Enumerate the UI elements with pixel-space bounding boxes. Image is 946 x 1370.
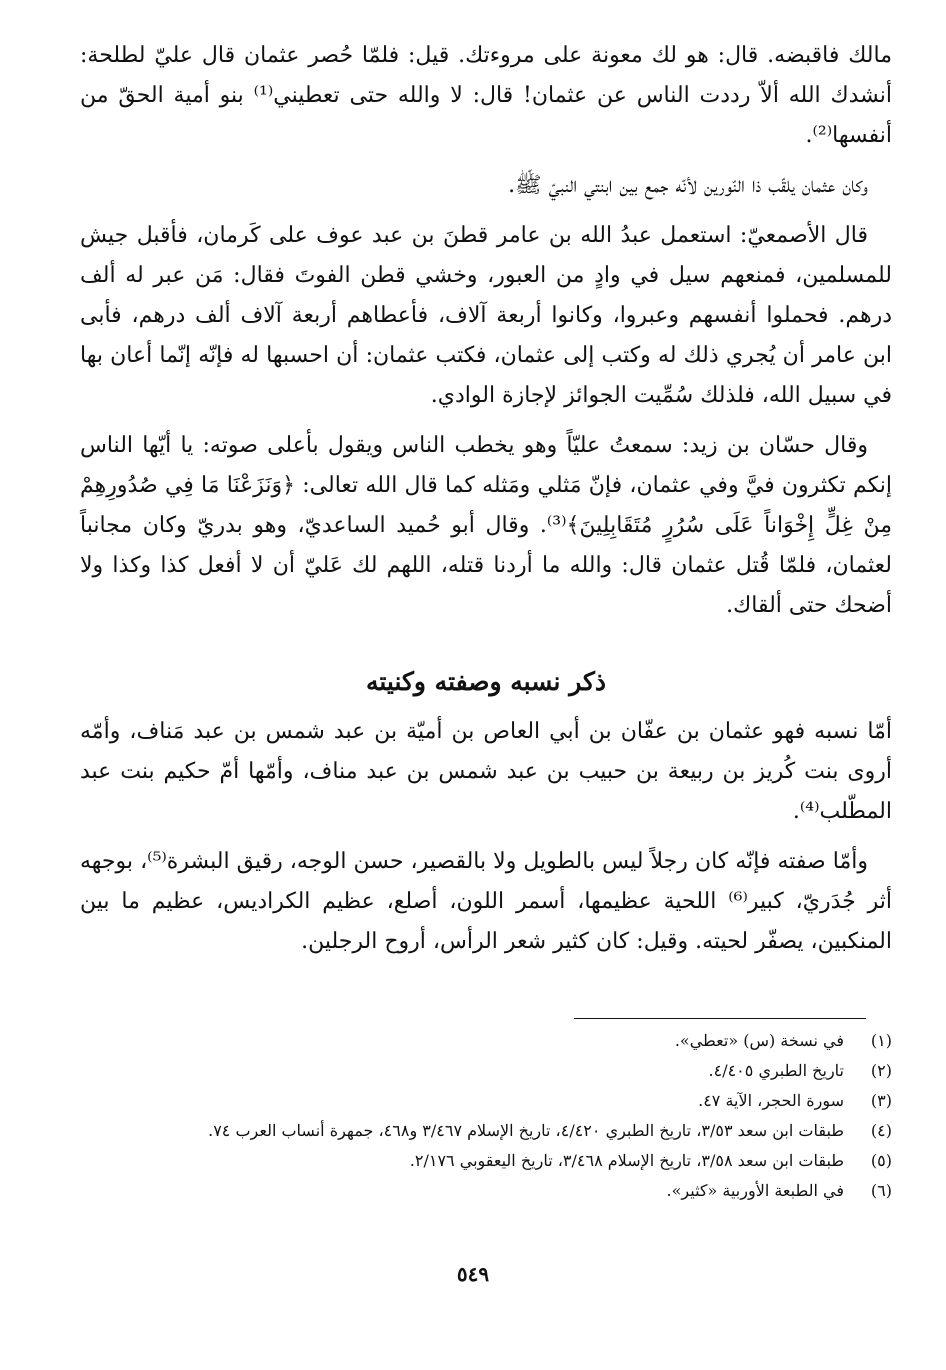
footnote-text: تاريخ الطبري ٤/٤٠٥. xyxy=(708,1061,844,1080)
footnote xyxy=(80,1116,892,1146)
footnote-number: (٥) xyxy=(870,1151,892,1170)
footnote-text: في نسخة (س) «تعطي». xyxy=(674,1031,844,1050)
footnote xyxy=(80,1176,892,1206)
footnote-text: في الطبعة الأوربية «كثير». xyxy=(666,1181,844,1200)
footnote-number: (٢) xyxy=(870,1061,892,1080)
footnote-number: (٤) xyxy=(870,1121,892,1140)
footnote-text: طبقات ابن سعد ٣/٥٣، تاريخ الطبري ٤/٤٢٠، تاريخ الإسلام ٣/٤٦٧ و٤٦٨، جمهرة أنساب العرب ٧٤. xyxy=(208,1121,844,1140)
paragraph: وكان عثمان يلقّب ذا النّورين لأنّه جمع بين ابنتي النبيّ ﷺ. xyxy=(508,173,868,198)
page-number: ٥٤٩ xyxy=(456,1262,490,1286)
paragraph: قال الأصمعيّ: استعمل عبدُ الله بن عامر قطنَ بن عبد عوف على كَرمان، فأقبل جيش للمسلمين، فمنعهم سيل في وادٍ من العبور، وخشي قطن الفوتَ فقال: مَن عبر له ألف درهم. فحملوا أنفسهم وعبروا، وكانوا أربعة آلاف، فأعطاهم أربعة آلاف ألف درهم، فأبى ابن عامر أن يُجري ذلك له وكتب إلى عثمان، فكتب عثمان: أن احسبها له فإنّه إنّما أعان بها في سبيل الله، فلذلك سُمِّيت الجوائز لإجازة الوادي. xyxy=(80,223,892,408)
footnote-number: (١) xyxy=(870,1031,892,1050)
footnote xyxy=(80,1026,892,1056)
footnote xyxy=(80,1056,892,1086)
footnote-divider xyxy=(574,1018,866,1019)
section-heading: ذكر نسبه وصفته وكنيته xyxy=(365,667,607,696)
paragraph: وأمّا صفته فإنّه كان رجلاً ليس بالطويل ولا بالقصير، حسن الوجه، رقيق البشرة⁽⁵⁾، بوجهه أثر جُدَريّ، كبير⁽⁶⁾ اللحية عظيمها، أسمر اللون، أصلع، عظيم الكراديس، عظيم ما بين المنكبين، يصفّر لحيته. وقيل: كان كثير شعر الرأس، أروح الرجلين. xyxy=(80,849,892,954)
footnotes xyxy=(80,1026,892,1206)
footnote-text: سورة الحجر، الآية ٤٧. xyxy=(698,1091,844,1110)
main-text xyxy=(80,36,892,972)
footnote-number: (٣) xyxy=(870,1091,892,1110)
footnote xyxy=(80,1086,892,1116)
paragraph: وقال حسّان بن زيد: سمعتُ عليّاً وهو يخطب الناس ويقول بأعلى صوته: يا أيّها الناس إنكم تكثرون فيَّ وفي عثمان، فإنّ مَثلي ومَثله كما قال الله تعالى: ﴿وَنَزَعْنَا مَا فِي صُدُورِهِمْ مِنْ غِلٍّ إِخْوَاناً عَلَى سُرُرٍ مُتَقَابِلِينَ﴾⁽³⁾. وقال أبو حُميد الساعديّ، وهو بدريّ وكان مجانباً لعثمان، فلمّا قُتل عثمان قال: والله ما أردنا قتله، اللهم لك عَليّ أن لا أفعل كذا وكذا ولا أضحك حتى ألقاك. xyxy=(80,433,892,618)
footnote-number: (٦) xyxy=(870,1181,892,1200)
paragraph: مالك فاقبضه. قال: هو لك معونة على مروءتك. قيل: فلمّا حُصر عثمان قال عليّ لطلحة: أنشدك الله ألاّ رددت الناس عن عثمان! قال: لا والله حتى تعطيني⁽¹⁾ بنو أمية الحقّ من أنفسها⁽²⁾. xyxy=(80,43,892,148)
paragraph: أمّا نسبه فهو عثمان بن عفّان بن أبي العاص بن أميّة بن عبد شمس بن عبد مَناف، وأمّه أروى بنت كُريز بن ربيعة بن حبيب بن عبد شمس بن عبد مناف، وأمّها أمّ حكيم بنت عبد المطّلب⁽⁴⁾. xyxy=(80,719,892,824)
footnote-text: طبقات ابن سعد ٣/٥٨، تاريخ الإسلام ٣/٤٦٨، تاريخ اليعقوبي ٢/١٧٦. xyxy=(409,1151,844,1170)
footnote xyxy=(80,1146,892,1176)
